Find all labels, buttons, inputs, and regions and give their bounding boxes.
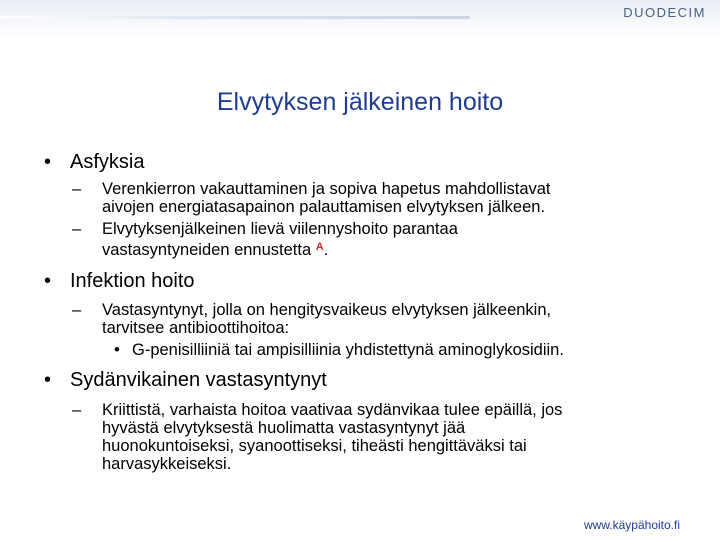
dash-icon: – xyxy=(72,180,82,198)
section-heading-infektion-hoito xyxy=(44,269,704,293)
section-heading-text: Infektion hoito xyxy=(70,270,195,292)
section-heading-sydanvikainen xyxy=(44,368,704,392)
section-heading-text: Sydänvikainen vastasyntynyt xyxy=(70,369,327,391)
footer-website-link[interactable]: www.käypähoito.fi xyxy=(583,518,680,532)
sub-list-item-text: G-penisilliiniä tai ampisilliinia yhdistettynä aminoglykosidiin. xyxy=(132,341,564,359)
dash-icon: – xyxy=(72,220,82,238)
list-item-line: harvasykkeiseksi. xyxy=(102,455,232,473)
dash-icon: – xyxy=(72,301,82,319)
list-item-suffix: . xyxy=(323,241,329,259)
list-item xyxy=(44,220,704,259)
evidence-level-badge: A xyxy=(315,241,324,253)
slide-title: Elvytyksen jälkeinen hoito xyxy=(216,88,504,116)
sub-list-item xyxy=(44,341,704,359)
list-item-line: vastasyntyneiden ennustetta xyxy=(102,241,312,259)
list-item-line: Verenkierron vakauttaminen ja sopiva hapetus mahdollistavat xyxy=(102,180,551,198)
section-heading-asfyksia xyxy=(44,150,704,174)
dash-icon: – xyxy=(72,401,82,419)
header-band xyxy=(0,0,720,40)
bullet-icon: • xyxy=(44,369,52,391)
header-decorative-line xyxy=(0,16,470,19)
list-item-line: Kriittistä, varhaista hoitoa vaativaa sydänvikaa tulee epäillä, jos xyxy=(102,401,563,419)
brand-logo-text: DUODECIM xyxy=(623,5,706,20)
list-item-line: aivojen energiatasapainon palauttamisen elvytyksen jälkeen. xyxy=(102,198,546,216)
bullet-icon: • xyxy=(44,151,52,173)
list-item xyxy=(44,401,704,473)
list-item-line: hyvästä elvytyksestä huolimatta vastasyntynyt jää xyxy=(102,419,466,437)
bullet-icon: • xyxy=(114,341,120,359)
list-item-line: Vastasyntynyt, jolla on hengitysvaikeus elvytyksen jälkeenkin, xyxy=(102,301,552,319)
list-item-line: Elvytyksenjälkeinen lievä viilennyshoito parantaa xyxy=(102,220,458,238)
section-heading-text: Asfyksia xyxy=(70,151,145,173)
list-item xyxy=(44,301,704,337)
bullet-icon: • xyxy=(44,270,52,292)
list-item-line: huonokuntoiseksi, syanoottiseksi, tiheästi hengittäväksi tai xyxy=(102,437,527,455)
list-item-line: tarvitsee antibioottihoitoa: xyxy=(102,319,290,337)
list-item xyxy=(44,180,704,216)
slide-content xyxy=(44,150,704,473)
